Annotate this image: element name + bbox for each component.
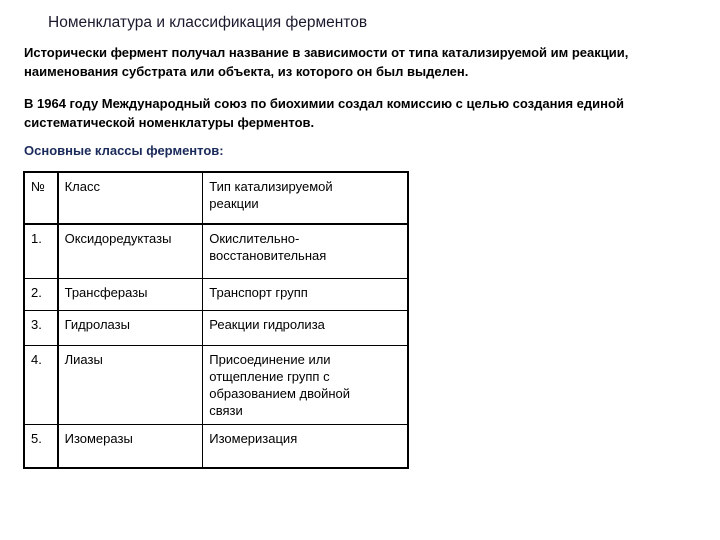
table-header-row xyxy=(24,172,408,224)
enzyme-classes-table xyxy=(23,171,409,469)
table-row: 4. Лиазы Присоединение или отщепление групп с образованием двойной связи xyxy=(24,345,408,424)
table-row: 3. Гидролазы Реакции гидролиза xyxy=(24,310,408,345)
history-paragraph: В 1964 году Международный союз по биохимии создал комиссию с целью создания единой систематической номенклатуры ферментов. xyxy=(24,96,624,130)
header-num: № xyxy=(24,172,58,224)
table-row: 2. Трансферазы Транспорт групп xyxy=(24,278,408,310)
header-reaction: Тип катализируемой реакции xyxy=(203,172,408,224)
table-row: 5. Изомеразы Изомеризация xyxy=(24,424,408,468)
table-row: 1. Оксидоредуктазы Окислительно- восстановительная xyxy=(24,224,408,278)
header-class: Класс xyxy=(58,172,203,224)
page-title: Номенклатура и классификация ферментов xyxy=(48,14,368,31)
table-subheading: Основные классы ферментов: xyxy=(24,143,224,158)
intro-paragraph: Исторически фермент получал название в зависимости от типа катализируемой им реакции, наименования субстрата или объекта, из которого он был выделен. xyxy=(24,45,629,79)
